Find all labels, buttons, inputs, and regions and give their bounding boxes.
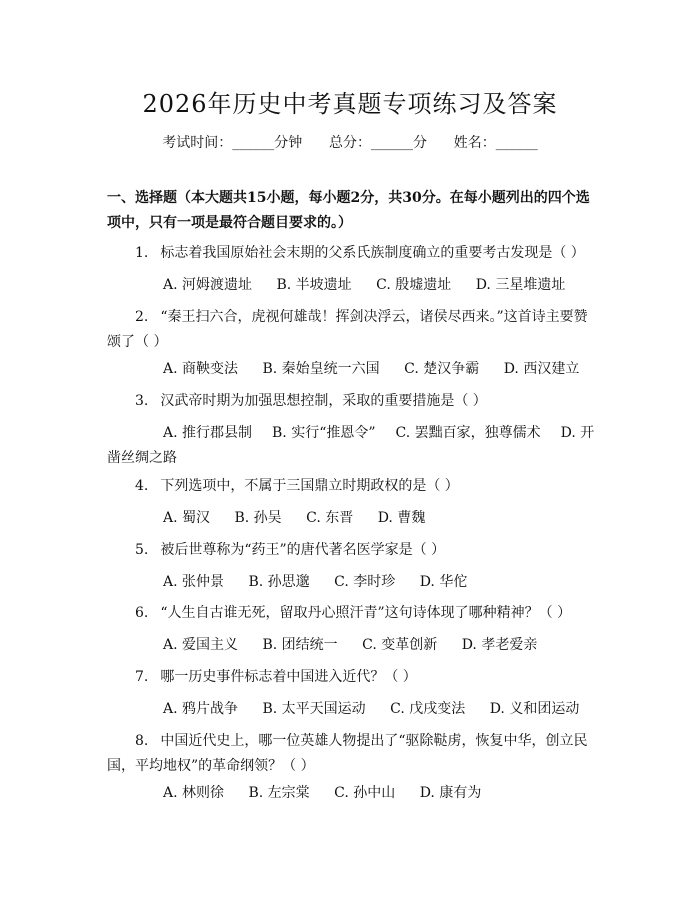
options-7: [107, 697, 597, 722]
question-text: 下列选项中，不属于三国鼎立时期政权的是（ ）: [160, 478, 459, 494]
question-1: [107, 241, 597, 266]
question-text: 标志着我国原始社会末期的父系氏族制度确立的重要考古发现是（ ）: [160, 245, 585, 261]
question-6: [107, 601, 597, 626]
score-unit: 分: [413, 135, 427, 151]
option-c: C. 殷墟遗址: [376, 277, 452, 293]
question-8: [107, 729, 597, 779]
question-number: 5.: [135, 542, 149, 558]
option-c: C. 李时珍: [334, 574, 396, 590]
option-c: C. 变革创新: [362, 637, 438, 653]
option-c: C. 楚汉争霸: [404, 361, 480, 377]
option-a: A. 推行郡县制: [163, 425, 253, 441]
options-1: [107, 273, 597, 298]
question-number: 1.: [135, 245, 149, 261]
option-d: D. 华佗: [419, 574, 468, 590]
score-label: 总分：: [329, 135, 371, 151]
option-b: B. 秦始皇统一六国: [262, 361, 380, 377]
question-5: [107, 538, 597, 563]
time-blank: ______: [232, 135, 275, 151]
question-text: “秦王扫六合，虎视何雄哉！挥剑决浮云，诸侯尽西来。”这首诗主要赞颂了（ ）: [107, 309, 588, 350]
score-blank: ______: [371, 135, 413, 151]
options-6: [107, 633, 597, 658]
options-4: [107, 506, 597, 531]
name-blank: ______: [495, 135, 538, 151]
question-text: 汉武帝时期为加强思想控制，采取的重要措施是（ ）: [160, 393, 487, 409]
question-3: [107, 389, 597, 414]
option-b: B. 太平天国运动: [262, 701, 366, 717]
option-b: B. 孙吴: [234, 510, 282, 526]
section-heading: 一、选择题（本大题共15小题，每小题2分，共30分。在每小题列出的四个选项中，只有一项是最符合题目要求的。）: [107, 190, 590, 231]
option-d: D. 西汉建立: [503, 361, 580, 377]
question-text: 哪一历史事件标志着中国进入近代？（ ）: [160, 669, 417, 685]
option-b: B. 左宗棠: [248, 785, 310, 801]
option-c: C. 罢黜百家，独尊儒术: [395, 425, 541, 441]
option-b: B. 实行“推恩令”: [272, 425, 376, 441]
option-d: D. 开凿丝绸之路: [107, 425, 595, 466]
question-number: 3.: [135, 393, 149, 409]
options-8: [107, 781, 597, 806]
option-a: A. 蜀汉: [163, 510, 211, 526]
option-b: B. 孙思邈: [248, 574, 310, 590]
option-c: C. 孙中山: [334, 785, 396, 801]
option-d: D. 孝老爱亲: [461, 637, 538, 653]
option-a: A. 河姆渡遗址: [163, 277, 253, 293]
option-b: B. 半坡遗址: [276, 277, 352, 293]
question-number: 8.: [135, 733, 149, 749]
option-c: C. 戊戌变法: [390, 701, 466, 717]
question-number: 7.: [135, 669, 149, 685]
question-7: [107, 665, 597, 690]
name-label: 姓名：: [453, 135, 496, 151]
time-label: 考试时间：: [162, 135, 233, 151]
question-2: [107, 305, 597, 355]
options-5: [107, 570, 597, 595]
question-number: 2.: [135, 309, 149, 325]
exam-meta: [0, 132, 700, 152]
time-unit: 分钟: [274, 135, 303, 151]
question-4: [107, 474, 597, 499]
question-number: 4.: [135, 478, 149, 494]
options-3: [107, 421, 597, 471]
question-number: 6.: [135, 605, 149, 621]
option-a: A. 鸦片战争: [163, 701, 239, 717]
option-b: B. 团结统一: [262, 637, 338, 653]
option-a: A. 爱国主义: [163, 637, 239, 653]
option-d: D. 义和团运动: [489, 701, 580, 717]
option-c: C. 东晋: [306, 510, 354, 526]
page-title: 2026年历史中考真题专项练习及答案: [142, 90, 558, 118]
option-a: A. 张仲景: [163, 574, 225, 590]
question-text: “人生自古谁无死，留取丹心照汗青”这句诗体现了哪种精神？（ ）: [160, 605, 572, 621]
option-d: D. 三星堆遗址: [475, 277, 566, 293]
question-text: 中国近代史上，哪一位英雄人物提出了“驱除鞑虏，恢复中华，创立民国，平均地权”的革命纲领？（ ）: [107, 733, 588, 774]
option-a: A. 林则徐: [163, 785, 225, 801]
options-2: [107, 357, 597, 382]
option-d: D. 康有为: [419, 785, 482, 801]
option-d: D. 曹魏: [377, 510, 426, 526]
option-a: A. 商鞅变法: [163, 361, 239, 377]
question-text: 被后世尊称为“药王”的唐代著名医学家是（ ）: [160, 542, 446, 558]
